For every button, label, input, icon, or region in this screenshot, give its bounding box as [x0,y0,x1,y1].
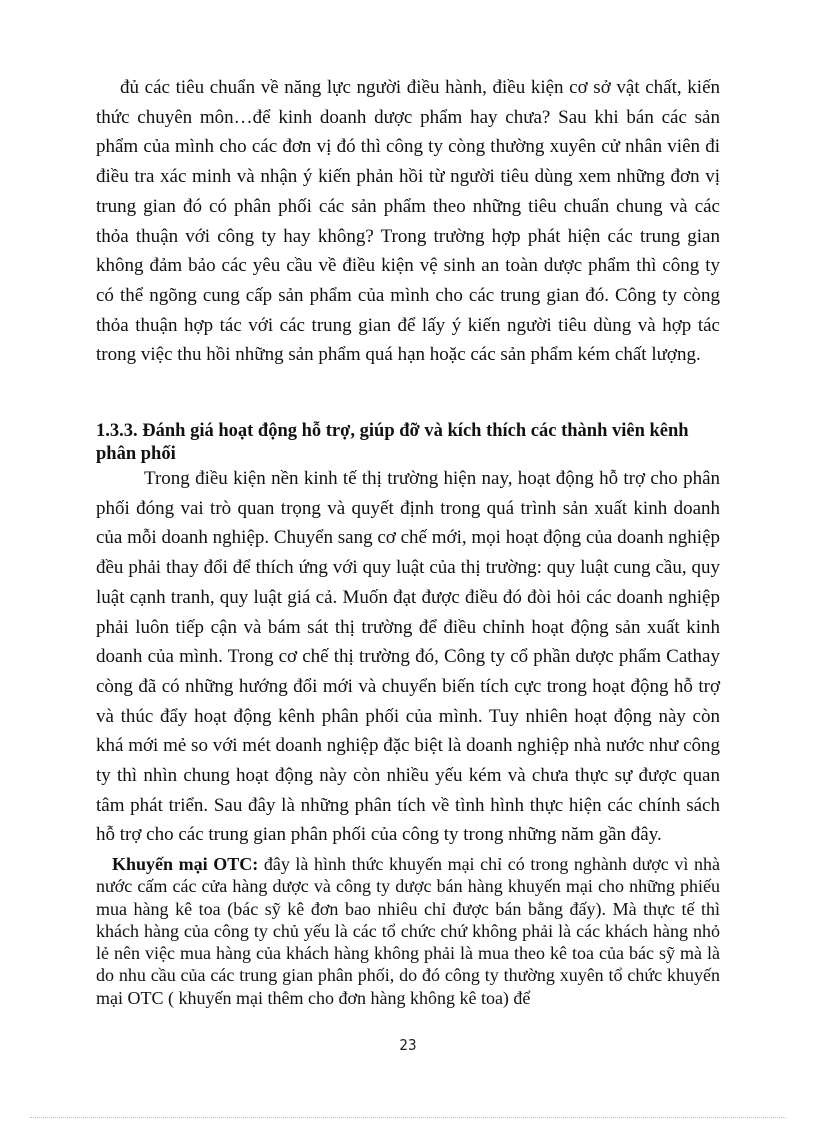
page-number: 23 [399,1036,417,1054]
body-paragraph-2: Trong điều kiện nền kinh tế thị trường hiện nay, hoạt động hỗ trợ cho phân phối đóng vai trò quan trọng và quyết định trong quá trình sản xuất kinh doanh của mỗi doanh nghiệp. Chuyển sang cơ chế mới, mọi hoạt động của doanh nghiệp đều phải thay đổi để thích ứng với quy luật của thị trường: quy luật cung cầu, quy luật cạnh tranh, quy luật giá cả. Muốn đạt được điều đó đòi hỏi các doanh nghiệp phải luôn tiếp cận và bám sát thị trường để điều chỉnh hoạt động sản xuất kinh doanh của mình. Trong cơ chế thị trường đó, Công ty cổ phần dược phẩm Cathay còng đã có những hướng đổi mới và chuyển biến tích cực trong hoạt động hỗ trợ và thúc đẩy hoạt động kênh phân phối của mình. Tuy nhiên hoạt động này còn khá mới mẻ so với mét doanh nghiệp đặc biệt là doanh nghiệp nhà nước như công ty thì nhìn chung hoạt động này còn nhiều yếu kém và chưa thực sự được quan tâm phát triển. Sau đây là những phân tích về tình hình thực hiện các chính sách hỗ trợ cho các trung gian phân phối của công ty trong những năm gần đây. [96,468,720,846]
paragraph-3-body: đây là hình thức khuyến mại chỉ có trong nghành dược vì nhà nước cấm các cửa hàng dược và công ty dược bán hàng khuyến mại cho những phiếu mua hàng kê toa (bác sỹ kê đơn bao nhiêu chỉ được bán bằng đấy). Mà thực tế thì khách hàng của công ty chủ yếu là các tổ chức chứ không phải là các khách hàng nhỏ lẻ nên việc mua hàng của khách hàng không phải là mua theo kê toa của bác sỹ mà là do nhu cầu của các trung gian phân phối, do đó công ty thường xuyên tổ chức khuyến mại OTC ( khuyến mại thêm cho đơn hàng không kê toa) để [96,854,720,1008]
body-paragraph-3 [96,853,720,1009]
paragraph-3-lead: Khuyến mại OTC: [112,854,259,874]
section-heading: 1.3.3. Đánh giá hoạt động hỗ trợ, giúp đỡ và kích thích các thành viên kênh phân phối [96,421,689,464]
footer-divider [30,1117,786,1118]
body-paragraph-1: đủ các tiêu chuẩn về năng lực người điều hành, điều kiện cơ sở vật chất, kiến thức chuyên môn…để kinh doanh dược phẩm hay chưa? Sau khi bán các sản phẩm của mình cho các đơn vị đó thì công ty còng thường xuyên cử nhân viên đi điều tra xác minh và nhận ý kiến phản hồi từ người tiêu dùng xem những đơn vị trung gian đó có phân phối các sản phẩm theo những tiêu chuẩn chung và các thỏa thuận với công ty hay không? Trong trường hợp phát hiện các trung gian không đảm bảo các yêu cầu về điều kiện vệ sinh an toàn dược phẩm thì công ty có thể ngõng cung cấp sản phẩm của mình cho các trung gian đó. Công ty còng thỏa thuận hợp tác với các trung gian để lấy ý kiến người tiêu dùng và hợp tác trong việc thu hồi những sản phẩm quá hạn hoặc các sản phẩm kém chất lượng. [96,77,720,366]
